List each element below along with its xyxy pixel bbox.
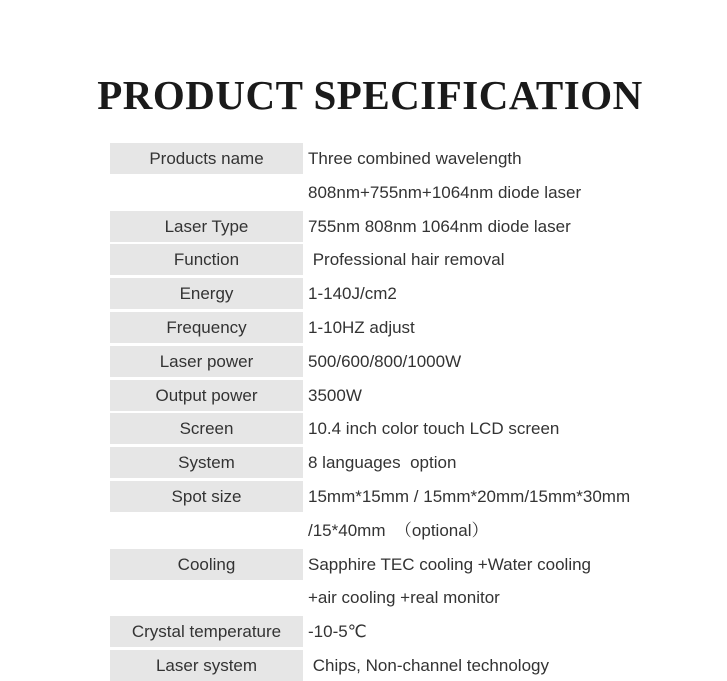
spec-label: Laser system	[110, 650, 303, 681]
page-title: PRODUCT SPECIFICATION	[97, 72, 643, 118]
spec-value: 500/600/800/1000W	[308, 352, 462, 371]
spec-value: 808nm+755nm+1064nm diode laser	[308, 183, 582, 202]
spec-value: /15*40mm （optional）	[308, 521, 489, 540]
spec-label: Function	[110, 244, 303, 275]
spec-label: Screen	[110, 413, 303, 444]
spec-label: System	[110, 447, 303, 478]
spec-label: Output power	[110, 380, 303, 411]
spec-label: Spot size	[110, 481, 303, 512]
spec-value: 1-10HZ adjust	[308, 318, 415, 337]
spec-label: Laser Type	[110, 211, 303, 242]
spec-label: Laser power	[110, 346, 303, 377]
spec-value: Sapphire TEC cooling +Water cooling	[308, 555, 592, 574]
spec-label: Energy	[110, 278, 303, 309]
spec-value: Chips, Non-channel technology	[308, 656, 549, 675]
spec-value: 8 languages option	[308, 453, 457, 472]
spec-value: 10.4 inch color touch LCD screen	[308, 419, 560, 438]
spec-label: Frequency	[110, 312, 303, 343]
spec-value: Three combined wavelength	[308, 149, 522, 168]
spec-label: Cooling	[110, 549, 303, 580]
spec-value: +air cooling +real monitor	[308, 588, 500, 607]
spec-value: 15mm*15mm / 15mm*20mm/15mm*30mm	[308, 487, 631, 506]
spec-label: Crystal temperature	[110, 616, 303, 647]
spec-value: 1-140J/cm2	[308, 284, 397, 303]
spec-label: Products name	[110, 143, 303, 174]
spec-value: 3500W	[308, 386, 362, 405]
spec-value: 755nm 808nm 1064nm diode laser	[308, 217, 571, 236]
spec-value: Professional hair removal	[308, 250, 505, 269]
spec-value: -10-5℃	[308, 622, 367, 641]
